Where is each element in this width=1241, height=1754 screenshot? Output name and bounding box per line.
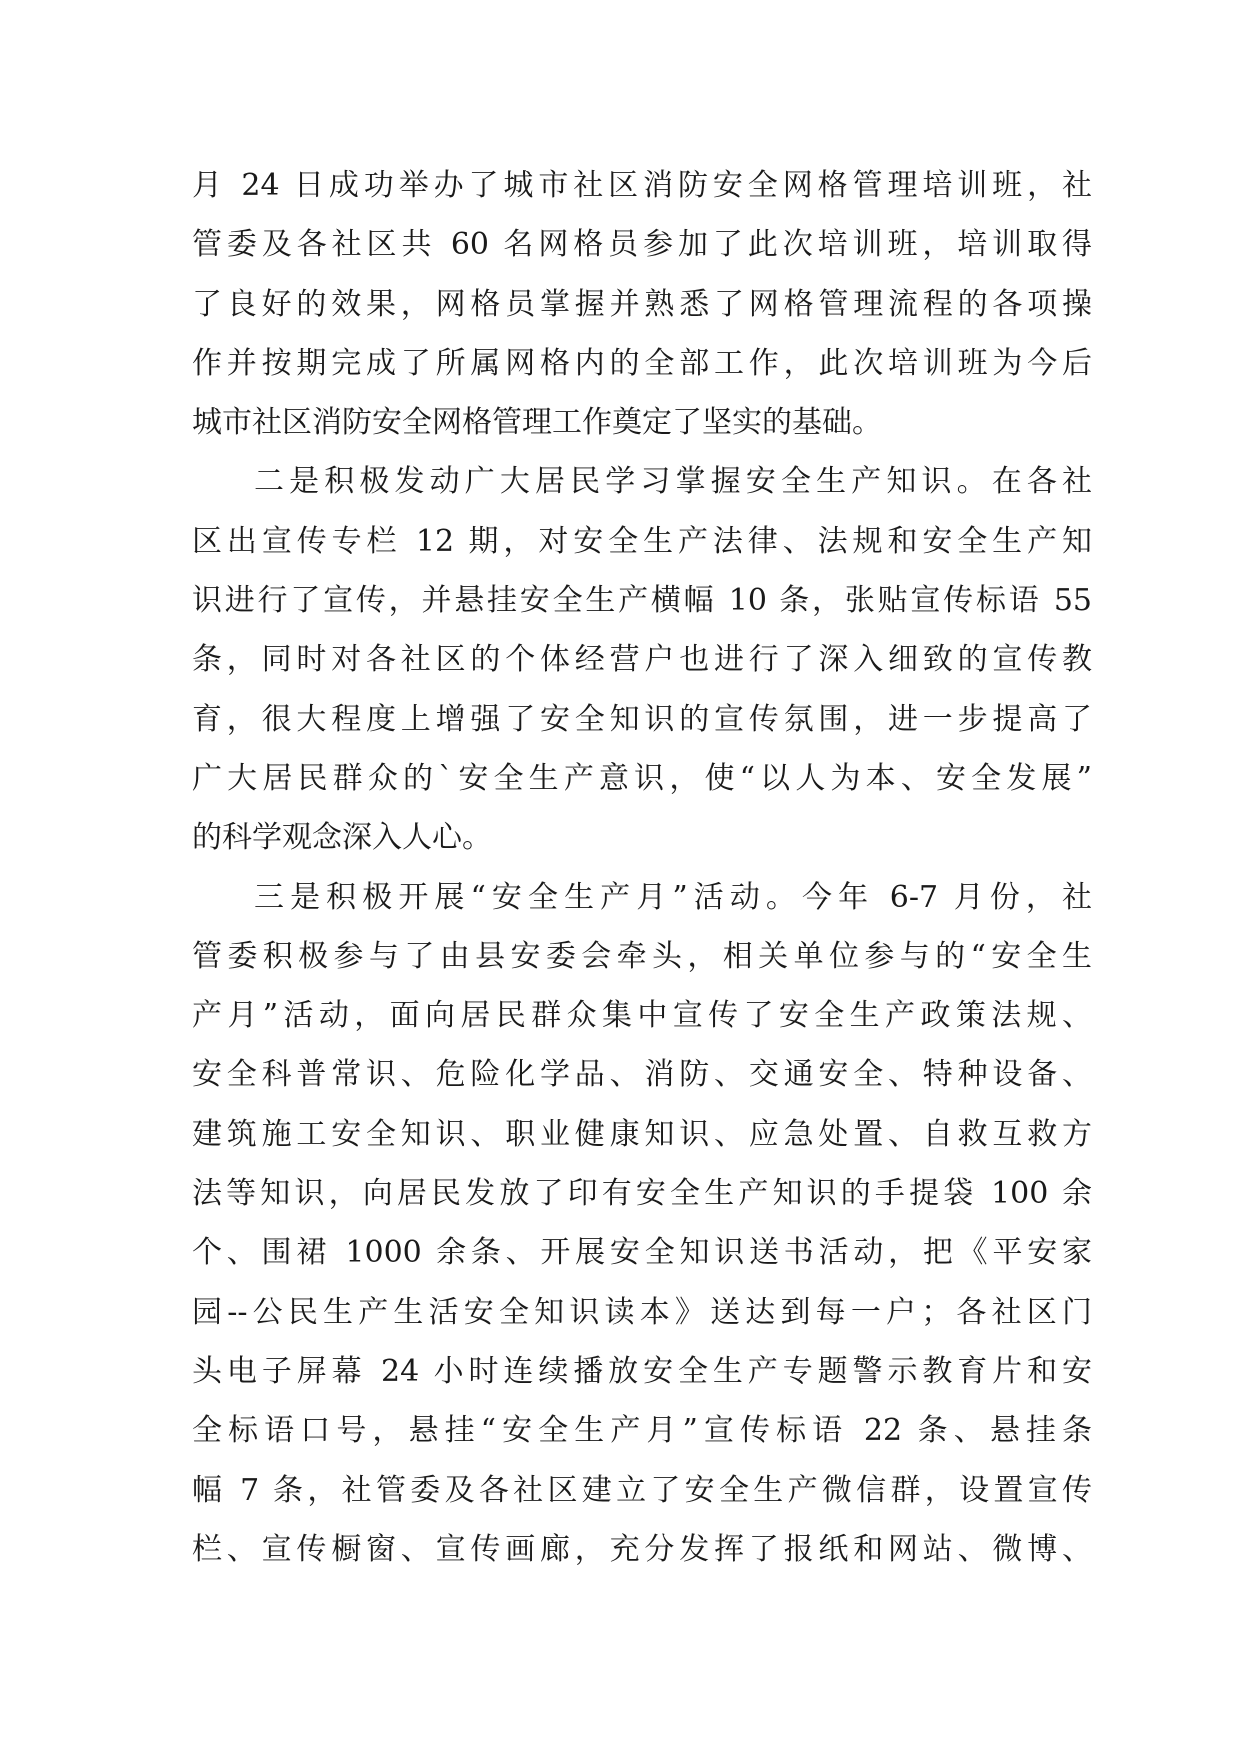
paragraph-1 [192, 156, 1092, 452]
text-line: 产月”活动，面向居民群众集中宣传了安全生产政策法规、 [192, 998, 1092, 1034]
body-text [192, 156, 1092, 1579]
text-line: 了良好的效果，网格员掌握并熟悉了网格管理流程的各项操 [192, 286, 1092, 322]
text-line: 月 24 日成功举办了城市社区消防安全网格管理培训班，社 [192, 168, 1092, 203]
text-line: 安全科普常识、危险化学品、消防、交通安全、特种设备、 [192, 1057, 1092, 1093]
text-line: 法等知识，向居民发放了印有安全生产知识的手提袋 100 余 [192, 1176, 1092, 1212]
paragraph-3 [192, 868, 1092, 1580]
text-line: 个、围裙 1000 余条、开展安全知识送书活动，把《平安家 [192, 1235, 1092, 1271]
paragraph-2 [192, 452, 1092, 867]
text-line: 区出宣传专栏 12 期，对安全生产法律、法规和安全生产知 [192, 523, 1092, 559]
text-line: 栏、宣传橱窗、宣传画廊，充分发挥了报纸和网站、微博、 [192, 1531, 1092, 1567]
text-line: 条，同时对各社区的个体经营户也进行了深入细致的宣传教 [192, 642, 1092, 678]
text-line: 三是积极开展“安全生产月”活动。今年 6-7 月份，社 [254, 879, 1092, 915]
text-line: 建筑施工安全知识、职业健康知识、应急处置、自救互救方 [192, 1116, 1092, 1152]
text-line: 幅 7 条，社管委及各社区建立了安全生产微信群，设置宣传 [192, 1472, 1092, 1508]
text-line: 管委及各社区共 60 名网格员参加了此次培训班，培训取得 [192, 227, 1092, 263]
text-line: 广大居民群众的`安全生产意识，使“以人为本、安全发展” [192, 760, 1092, 796]
text-line: 城市社区消防安全网格管理工作奠定了坚实的基础。 [192, 405, 882, 441]
text-line: 管委积极参与了由县安委会牵头，相关单位参与的“安全生 [192, 938, 1092, 974]
text-line: 育，很大程度上增强了安全知识的宣传氛围，进一步提高了 [192, 701, 1092, 737]
text-line: 头电子屏幕 24 小时连续播放安全生产专题警示教育片和安 [192, 1353, 1092, 1389]
text-line: 园--公民生产生活安全知识读本》送达到每一户；各社区门 [192, 1294, 1092, 1330]
text-line: 识进行了宣传，并悬挂安全生产横幅 10 条，张贴宣传标语 55 [192, 583, 1092, 619]
text-line: 全标语口号，悬挂“安全生产月”宣传标语 22 条、悬挂条 [192, 1413, 1092, 1449]
text-line: 二是积极发动广大居民学习掌握安全生产知识。在各社 [254, 464, 1092, 500]
text-line: 的科学观念深入人心。 [192, 820, 492, 856]
text-line: 作并按期完成了所属网格内的全部工作，此次培训班为今后 [192, 345, 1092, 381]
